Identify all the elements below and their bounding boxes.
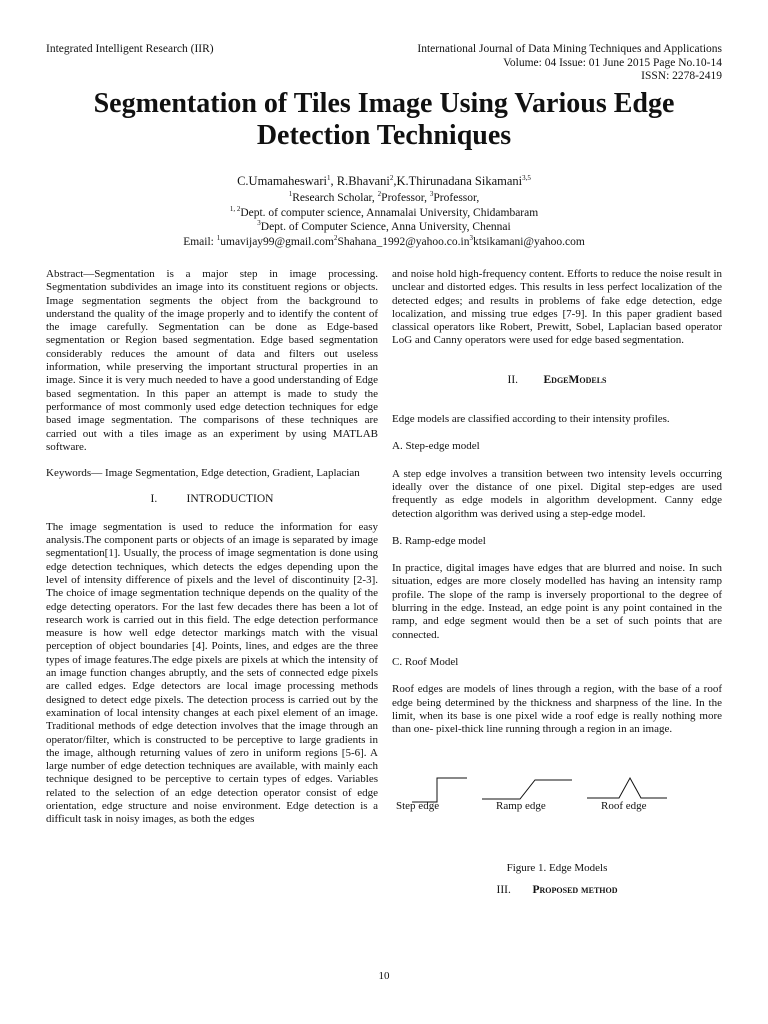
section-1-heading bbox=[46, 493, 378, 506]
roof-edge-paragraph: Roof edges are models of lines through a region, with the base of a roof edge being determined by the thickness and sharpness of the line. In the limit, when its base is one pixel wide a roof edge is really nothing more than one- pixel-thick line running through a region in an image. bbox=[392, 683, 722, 736]
right-column bbox=[392, 268, 722, 897]
author-2: , R.Bhavani bbox=[330, 174, 390, 188]
author-2-sup: 2 bbox=[389, 173, 394, 182]
ramp-edge-paragraph: In practice, digital images have edges that are blurred and noise. In such situation, edges are more closely modelled has having an intensity ramp profile. The slope of the ramp is inversely proportional to the degree of blurring in the edge. Instead, an edge point is any point contained in the ramp, and edge segment would then be a set of such points that are connected. bbox=[392, 562, 722, 641]
issn: ISSN: 2278-2419 bbox=[641, 70, 722, 82]
affiliation-dept-2 bbox=[40, 220, 728, 235]
figure-1-caption: Figure 1. Edge Models bbox=[506, 862, 608, 875]
affiliations bbox=[40, 191, 728, 249]
section-1-title: INTRODUCTION bbox=[186, 493, 274, 506]
paper-title bbox=[40, 88, 728, 152]
section-3-title: Proposed method bbox=[532, 883, 618, 896]
affiliation-roles bbox=[40, 191, 728, 206]
step-edge-label: Step edge bbox=[396, 800, 440, 813]
running-header-right bbox=[417, 43, 722, 84]
author-3-sup: 3,5 bbox=[522, 173, 531, 182]
section-3-number: III. bbox=[496, 883, 511, 896]
subsection-c-heading: C. Roof Model bbox=[392, 655, 459, 668]
section-3-heading bbox=[392, 884, 722, 897]
section-1-number: I. bbox=[150, 493, 158, 506]
affiliation-dept-1 bbox=[40, 206, 728, 221]
email-prefix: Email: bbox=[183, 235, 217, 248]
running-header-left: Integrated Intelligent Research (IIR) bbox=[46, 43, 214, 55]
step-edge-paragraph: A step edge involves a transition between two intensity levels occurring ideally over the distance of one pixel. Digital step-edges are used frequently as edge models in algorithm development. Canny edge detection algorithm was derived using a step-edge model. bbox=[392, 467, 722, 520]
volume-info: Volume: 04 Issue: 01 June 2015 Page No.10-14 bbox=[503, 56, 722, 69]
roof-edge-label: Roof edge bbox=[601, 800, 647, 813]
introduction-paragraph: The image segmentation is used to reduce the information for easy analysis.The component parts or objects of an image is separated by image segmentation[1]. Usually, the process of image segmentation is done using edge detection techniques, which detects the edges depending upon the level of intensity difference of pixels and the level of discontinuity [2-3]. The choice of image segmentation technique depends on the quality of the edge detecting operators. For the last few decades there has been a lot of research work is carried out in this field. The edge detection performance measure is how well edge detector markings match with the visual perception of object boundaries [4]. Points, lines, and edges are the three types of image features.The edge pixels are pixels at which the intensity of an image function changes abruptly, and the sets of connected edge pixels are called edges. Edge detectors are local image processing methods designed to detect edge pixels. The detection process is carried out by the examination of local intensity changes at each pixel element of an image. Traditional methods of edge detection involves that the image through an operator/filter, which is constructed to be perceptive to large gradients in the image, although returning values of zero in uniform regions [5-6]. A large number of edge detection techniques are available, with mainly each technique designed to be perceptive to certain types of edges. Variables related to the selection of an edge detection operator consist of edge orientation, edge structure and noise environment. Edge detection is a difficult task in noisy images, as both the edges bbox=[46, 520, 378, 826]
keywords: Keywords— Image Segmentation, Edge detection, Gradient, Laplacian bbox=[46, 467, 360, 480]
author-3: ,K.Thirunadana Sikamani bbox=[393, 174, 523, 188]
dept-2-text: Dept. of Computer Science, Anna University, Chennai bbox=[260, 221, 511, 233]
subsection-a-heading: A. Step-edge model bbox=[392, 440, 480, 453]
abstract: Abstract—Segmentation is a major step in image processing. Segmentation subdivides an image into its constituent regions or objects. Image segmentation segments the object from the background to understand the quality of the image properly and to identify the content of the image carefully. Segmentation can be done as Edge-based segmentation or Region based segmentation. Edge based segmentation considerably reduces the amount of data and filters out useless information, while preserving the important structural properties in an image. Since it is very much needed to have a good understanding of Edge based segmentation. In this paper an attempt is made to study the performance of most commonly used edge detection techniques for edge based image segmentation. The comparisons of these techniques are carried out with a tiles image as an experiment by using MATLAB software. bbox=[46, 268, 378, 453]
sup-mark: 3 bbox=[429, 190, 434, 199]
author-1-sup: 1 bbox=[326, 173, 331, 182]
title-line-2: Detection Techniques bbox=[256, 120, 512, 151]
left-column bbox=[46, 268, 378, 827]
dept-1-text: Dept. of computer science, Annamalai University, Chidambaram bbox=[240, 206, 539, 219]
sup-mark: 3 bbox=[257, 219, 261, 228]
author-list bbox=[40, 174, 728, 189]
ramp-edge-profile bbox=[482, 780, 572, 799]
sup-mark: 1, 2 bbox=[229, 204, 241, 213]
sup-mark: 2 bbox=[377, 190, 382, 199]
subsection-b-heading: B. Ramp-edge model bbox=[392, 534, 486, 547]
continued-paragraph: and noise hold high-frequency content. Efforts to reduce the noise result in unclear and distorted edges. This results in less perfect localization of the detected edges; and results in problems of fake edge detection, edge localization, and missing true edges [7-9]. In this paper gradient based classical operators like Robert, Prewitt, Sobel, Laplacian based operator LoG and Canny operators were used for edge based segmentation. bbox=[392, 268, 722, 347]
section-2-heading bbox=[392, 374, 722, 387]
email-3[interactable]: ktsikamani@yahoo.com bbox=[472, 235, 585, 248]
role-2: Professor, bbox=[381, 192, 430, 204]
edge-models-diagram bbox=[392, 750, 722, 820]
sup-mark: 1 bbox=[288, 190, 293, 199]
edge-models-intro: Edge models are classified according to their intensity profiles. bbox=[392, 413, 670, 426]
edge-models-figure bbox=[392, 750, 722, 820]
role-3: Professor, bbox=[433, 192, 480, 204]
email-1[interactable]: umavijay99@gmail.com bbox=[220, 235, 334, 248]
page-number: 10 bbox=[378, 970, 390, 982]
email-2[interactable]: Shahana_1992@yahoo.co.in bbox=[337, 235, 470, 248]
affiliation-emails bbox=[40, 235, 728, 250]
journal-name: International Journal of Data Mining Techniques and Applications bbox=[417, 43, 722, 55]
role-1: Research Scholar, bbox=[292, 192, 378, 204]
author-1: C.Umamaheswari bbox=[237, 174, 327, 188]
roof-edge-profile bbox=[587, 778, 667, 798]
title-line-1: Segmentation of Tiles Image Using Various Edge bbox=[93, 88, 675, 119]
sup-mark: 3 bbox=[469, 233, 473, 242]
ramp-edge-label: Ramp edge bbox=[496, 800, 546, 813]
sup-mark: 2 bbox=[334, 233, 338, 242]
section-2-number: II. bbox=[507, 373, 519, 386]
step-edge-profile bbox=[412, 778, 467, 802]
section-2-title: EdgeModels bbox=[543, 373, 607, 386]
sup-mark: 1 bbox=[216, 233, 221, 242]
